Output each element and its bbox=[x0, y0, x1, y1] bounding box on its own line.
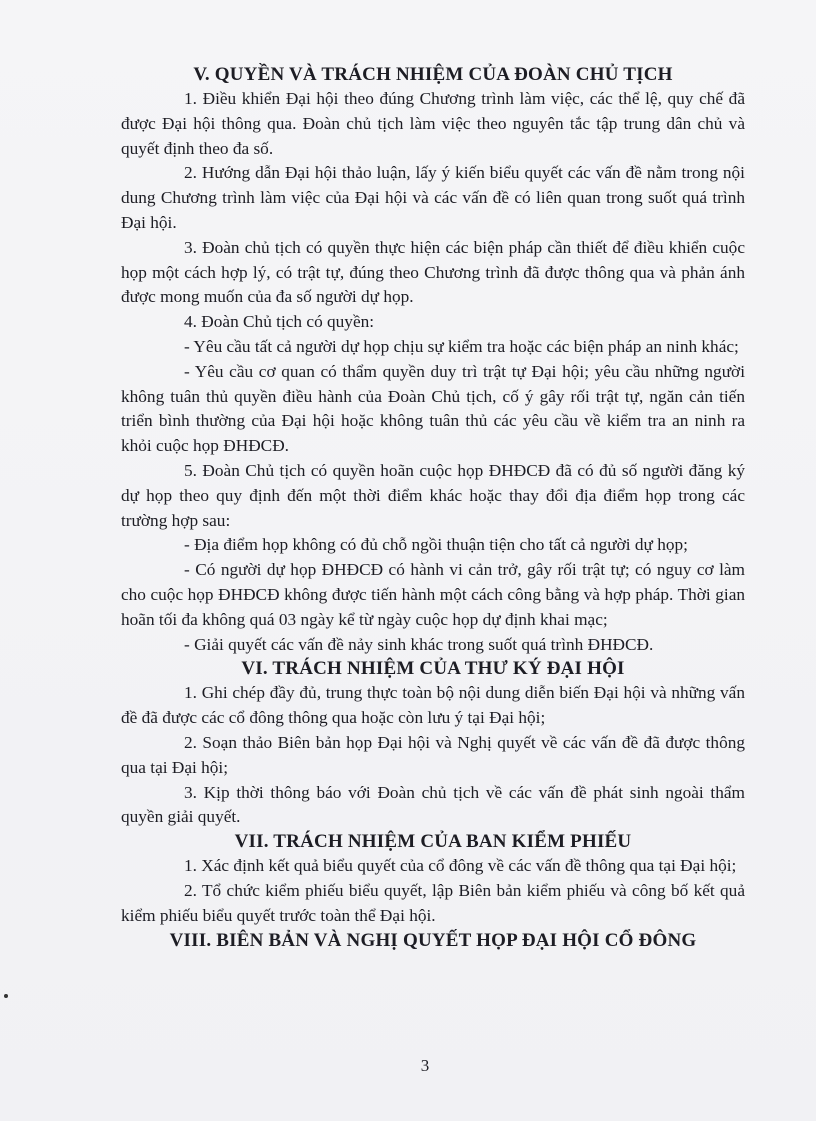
section-heading-viii: VIII. BIÊN BẢN VÀ NGHỊ QUYẾT HỌP ĐẠI HỘI CỔ ĐÔNG bbox=[169, 929, 697, 951]
scan-speck bbox=[4, 994, 8, 998]
section-vii-paragraph-1: 1. Xác định kết quả biểu quyết của cổ đông về các vấn đề thông qua tại Đại hội; bbox=[184, 856, 737, 876]
section-vi-paragraph-3: 3. Kịp thời thông báo với Đoàn chủ tịch về các vấn đề phát sinh ngoài thẩm quyền giải quyết. bbox=[121, 782, 745, 827]
page-number: 3 bbox=[420, 1056, 430, 1075]
section-v-bullet-2: - Yêu cầu cơ quan có thẩm quyền duy trì trật tự Đại hội; yêu cầu những người không tuân thủ quyền điều hành của Đoàn Chủ tịch, cố ý gây rối trật tự, ngăn cản tiến triển bình thường của Đại hội hoặc không tuân thủ các yêu cầu về kiểm tra an ninh ra khỏi cuộc họp ĐHĐCĐ. bbox=[121, 361, 745, 456]
section-v-bullet-5: - Giải quyết các vấn đề nảy sinh khác trong suốt quá trình ĐHĐCĐ. bbox=[184, 634, 654, 654]
section-v-bullet-1: - Yêu cầu tất cả người dự họp chịu sự kiểm tra hoặc các biện pháp an ninh khác; bbox=[184, 336, 739, 356]
section-v-paragraph-3: 3. Đoàn chủ tịch có quyền thực hiện các biện pháp cần thiết để điều khiển cuộc họp một cách hợp lý, có trật tự, đúng theo Chương trình đã được thông qua và phản ánh được mong muốn của đa số người dự họp. bbox=[121, 237, 745, 307]
section-heading-vii: VII. TRÁCH NHIỆM CỦA BAN KIỂM PHIẾU bbox=[234, 831, 632, 853]
section-vi-paragraph-1: 1. Ghi chép đầy đủ, trung thực toàn bộ nội dung diễn biến Đại hội và những vấn đề đã được các cổ đông thông qua hoặc còn lưu ý tại Đại hội; bbox=[121, 683, 745, 728]
section-heading-v: V. QUYỀN VÀ TRÁCH NHIỆM CỦA ĐOÀN CHỦ TỊCH bbox=[193, 64, 673, 85]
section-vi-paragraph-2: 2. Soạn thảo Biên bản họp Đại hội và Nghị quyết về các vấn đề đã được thông qua tại Đại hội; bbox=[121, 732, 745, 777]
section-v-paragraph-5: 5. Đoàn Chủ tịch có quyền hoãn cuộc họp ĐHĐCĐ đã có đủ số người đăng ký dự họp theo quy định đến một thời điểm khác hoặc thay đổi địa điểm họp trong các trường hợp sau: bbox=[121, 460, 745, 530]
section-heading-vi: VI. TRÁCH NHIỆM CỦA THƯ KÝ ĐẠI HỘI bbox=[241, 658, 625, 680]
section-v-bullet-3: - Địa điểm họp không có đủ chỗ ngồi thuận tiện cho tất cả người dự họp; bbox=[184, 535, 688, 555]
section-v-paragraph-1: 1. Điều khiển Đại hội theo đúng Chương trình làm việc, các thể lệ, quy chế đã được Đại hội thông qua. Đoàn chủ tịch làm việc theo nguyên tắc tập trung dân chủ và quyết định theo đa số. bbox=[121, 89, 745, 158]
section-v-paragraph-2: 2. Hướng dẫn Đại hội thảo luận, lấy ý kiến biểu quyết các vấn đề nằm trong nội dung Chương trình làm việc của Đại hội và các vấn đề có liên quan trong suốt quá trình Đại hội. bbox=[121, 163, 745, 232]
document-body bbox=[121, 63, 745, 953]
section-vii-paragraph-2: 2. Tổ chức kiểm phiếu biểu quyết, lập Biên bản kiểm phiếu và công bố kết quả kiểm phiếu biểu quyết trước toàn thể Đại hội. bbox=[121, 880, 745, 925]
section-v-paragraph-4: 4. Đoàn Chủ tịch có quyền: bbox=[184, 312, 375, 332]
section-v-bullet-4: - Có người dự họp ĐHĐCĐ có hành vi cản trở, gây rối trật tự; có nguy cơ làm cho cuộc họp ĐHĐCĐ không được tiến hành một cách công bằng và hợp pháp. Thời gian hoãn tối đa không quá 03 ngày kể từ ngày cuộc họp dự định khai mạc; bbox=[121, 560, 745, 629]
